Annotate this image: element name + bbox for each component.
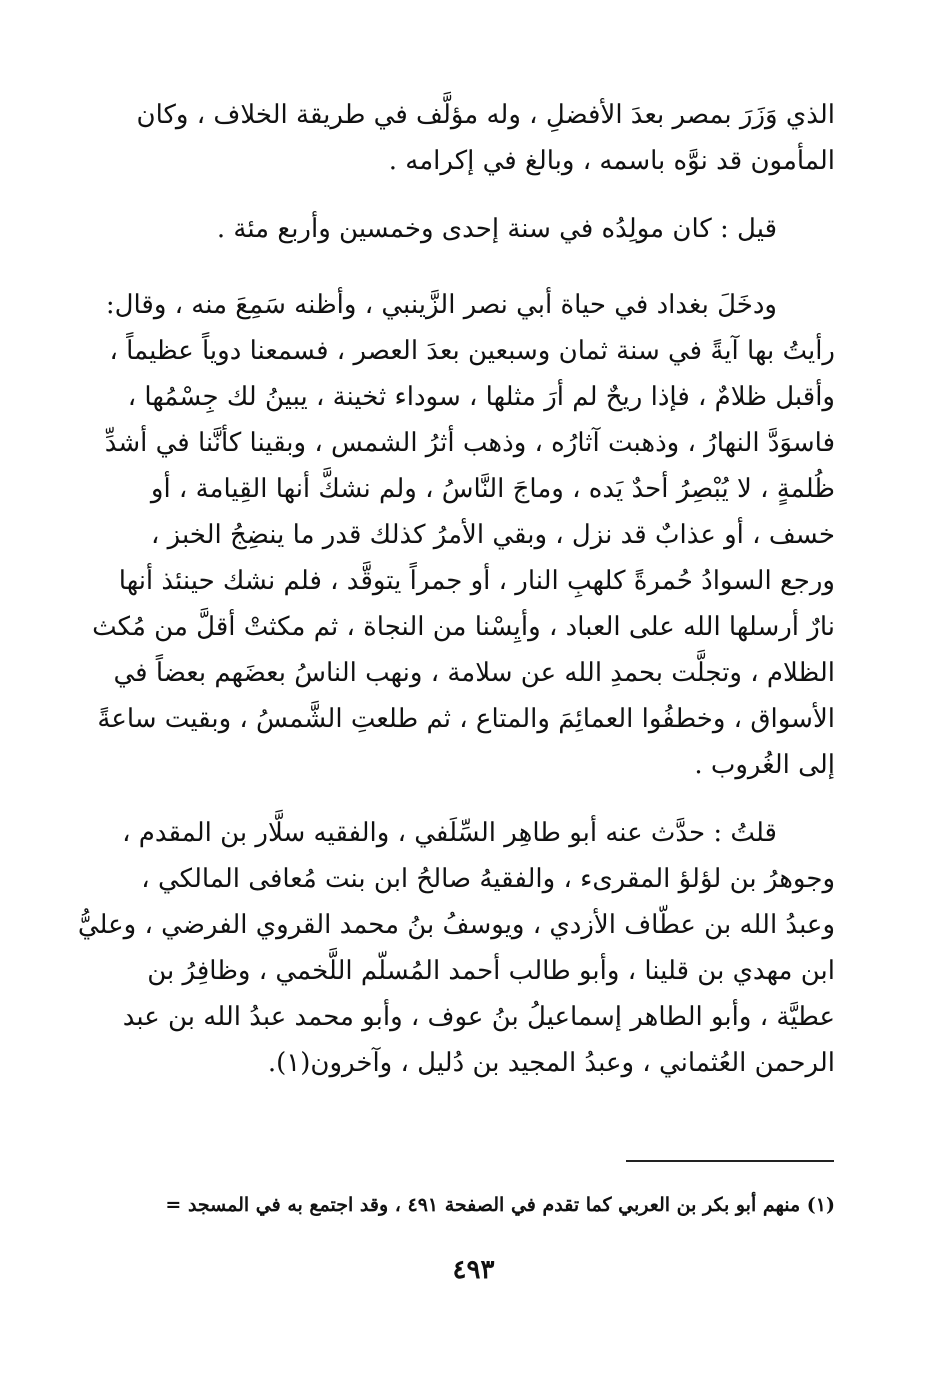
text-line: الرحمن العُثماني ، وعبدُ المجيد بن دُليل ، وآخرون(١). [267, 1048, 835, 1078]
text-line: ظُلمةٍ ، لا يُبْصِرُ أحدٌ يَده ، وماجَ النَّاسُ ، ولم نشكَّ أنها القِيامة ، أو [150, 474, 835, 504]
text-line: ابن مهدي بن قلينا ، وأبو طالب أحمد المُسلّم اللَّخمي ، وظافِرُ بن [147, 956, 835, 986]
footnote: (١) منهم أبو بكر بن العربي كما تقدم في الصفحة ٤٩١ ، وقد اجتمع به في المسجد = [165, 1194, 835, 1216]
text-line: وعبدُ الله بن عطّاف الأزدي ، ويوسفُ بنُ محمد القروي الفرضي ، وعليُّ [77, 910, 835, 940]
text-line: ودخَلَ بغداد في حياة أبي نصر الزَّينبي ، وأظنه سَمِعَ منه ، وقال: [105, 290, 777, 320]
text-line: قيل : كان مولِدُه في سنة إحدى وخمسين وأربع مئة . [216, 214, 777, 244]
text-line: خسف ، أو عذابٌ قد نزل ، وبقي الأمرُ كذلك قدر ما ينضِجُ الخبز ، [150, 520, 835, 550]
text-line: وجوهرُ بن لؤلؤ المقرىء ، والفقيهُ صالحُ ابن بنت مُعافى المالكي ، [141, 864, 835, 894]
footnote-divider [626, 1160, 834, 1162]
text-line: الأسواق ، وخطفُوا العمائِمَ والمتاع ، ثم طلعتِ الشَّمسُ ، وبقيت ساعةً [97, 704, 835, 734]
text-line: فاسوَدَّ النهارُ ، وذهبت آثارُه ، وذهب أثرُ الشمس ، وبقينا كأنَّنا في أشدِّ [104, 428, 835, 458]
text-line: المأمون قد نوَّه باسمه ، وبالغ في إكرامه . [388, 146, 835, 176]
text-line: قلتُ : حدَّث عنه أبو طاهِر السِّلَفي ، والفقيه سلَّار بن المقدم ، [122, 818, 777, 848]
text-line: وأقبل ظلامٌ ، فإذا ريحٌ لم أرَ مثلها ، سوداء ثخينة ، يبينُ لك جِسْمُها ، [127, 382, 835, 412]
page-number: ٤٩٣ [452, 1255, 495, 1285]
text-line: ورجع السوادُ حُمرةً كلهبِ النار ، أو جمراً يتوقَّد ، فلم نشك حينئذ أنها [118, 566, 835, 596]
text-line: الظلام ، وتجلَّت بحمدِ الله عن سلامة ، ونهب الناسُ بعضَهم بعضاً في [113, 658, 835, 688]
paragraph [77, 810, 835, 1086]
paragraph [136, 92, 835, 184]
text-line: نارٌ أرسلها الله على العباد ، وأيِسْنا من النجاة ، ثم مكثتْ أقلَّ من مُكث [92, 612, 835, 642]
text-line: عطيَّة ، وأبو الطاهر إسماعيلُ بنُ عوف ، وأبو محمد عبدُ الله بن عبد [122, 1002, 835, 1032]
paragraph [160, 206, 835, 252]
text-line: الذي وَزَرَ بمصر بعدَ الأفضلِ ، وله مؤلَّف في طريقة الخلاف ، وكان [136, 100, 835, 130]
main-text [77, 92, 835, 1086]
text-line: رأيتُ بها آيةً في سنة ثمان وسبعين بعدَ العصر ، فسمعنا دوياً عظيماً ، [109, 336, 835, 366]
paragraph [92, 282, 835, 788]
text-line: إلى الغُروب . [694, 750, 835, 780]
